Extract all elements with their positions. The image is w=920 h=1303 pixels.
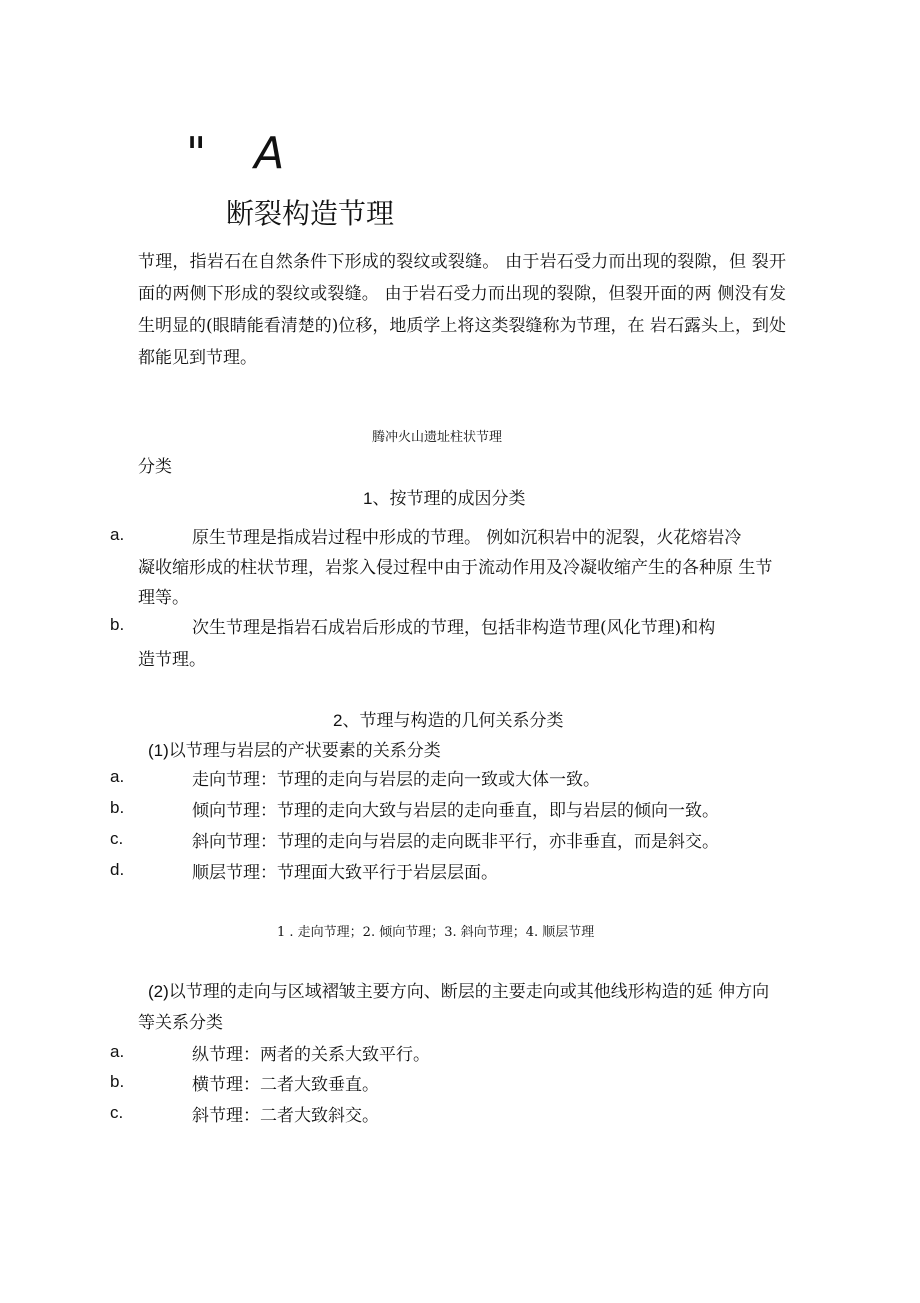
item-marker: c. <box>110 829 124 848</box>
header-logo <box>186 128 288 179</box>
item-marker: d. <box>110 860 125 879</box>
item-marker: b. <box>110 1072 125 1091</box>
subsection-1-title: 以节理与岩层的产状要素的关系分类 <box>168 741 441 761</box>
list-item: 走向节理：节理的走向与岩层的走向一致或大体一致。 <box>192 770 600 790</box>
figure-caption-1: 腾冲火山遗址柱状节理 <box>372 430 503 445</box>
section-1-title: 、按节理的成因分类 <box>372 489 526 509</box>
item-marker: a. <box>110 525 125 544</box>
subsection-1-heading <box>148 736 441 761</box>
item-marker: b. <box>110 798 125 817</box>
item-text-line: 原生节理是指成岩过程中形成的节理。 例如沉积岩中的泥裂，火花熔岩冷 <box>192 528 742 548</box>
item-marker: a. <box>110 767 125 786</box>
figure-caption-2: 1 . 走向节理；2. 倾向节理；3. 斜向节理；4. 顺层节理 <box>277 925 595 940</box>
subsection-2-heading <box>148 977 769 1002</box>
section-1-number: 1 <box>363 489 373 508</box>
list-item: 顺层节理：节理面大致平行于岩层层面。 <box>192 863 498 883</box>
item-marker: b. <box>110 615 125 634</box>
item-text-line: 凝收缩形成的柱状节理，岩浆入侵过程中由于流动作用及冷凝收缩产生的各种原 生节 <box>138 558 773 578</box>
section-2-title: 、节理与构造的几何关系分类 <box>342 711 564 731</box>
subsection-2-title-line1: 以节理的走向与区域褶皱主要方向、断层的主要走向或其他线形构造的延 伸方向 <box>168 982 770 1002</box>
item-text-line: 次生节理是指岩石成岩后形成的节理，包括非构造节理(风化节理)和构 <box>192 618 716 638</box>
quote-mark: " <box>186 128 211 179</box>
subsection-1-number: (1) <box>148 741 169 760</box>
list-item: 纵节理：两者的关系大致平行。 <box>192 1045 430 1065</box>
item-text-line: 造节理。 <box>138 650 206 670</box>
section-1-heading <box>363 484 525 509</box>
section-2-number: 2 <box>333 711 343 730</box>
item-text-line: 理等。 <box>138 588 189 608</box>
page-title: 断裂构造节理 <box>226 197 395 230</box>
list-item: 倾向节理：节理的走向大致与岩层的走向垂直，即与岩层的倾向一致。 <box>192 801 719 821</box>
subsection-2-number: (2) <box>148 982 169 1001</box>
classification-label: 分类 <box>138 457 172 477</box>
list-item: 斜节理：二者大致斜交。 <box>192 1106 379 1126</box>
list-item: 横节理：二者大致垂直。 <box>192 1075 379 1095</box>
list-item: 斜向节理：节理的走向与岩层的走向既非平行，亦非垂直，而是斜交。 <box>192 832 719 852</box>
subsection-2-title-line2: 等关系分类 <box>138 1013 223 1033</box>
item-marker: a. <box>110 1042 125 1061</box>
logo-letter: A <box>254 128 289 179</box>
intro-paragraph: 节理，指岩石在自然条件下形成的裂纹或裂缝。 由于岩石受力而出现的裂隙，但 裂开面的两侧下形成的裂纹或裂缝。 由于岩石受力而出现的裂隙，但裂开面的两 侧没有发生明显的(眼睛能看清楚的)位移，地质学上将这类裂缝称为节理，在 岩石露头上，到处都能见到节理。 <box>138 252 786 368</box>
section-2-heading <box>333 706 563 731</box>
item-marker: c. <box>110 1103 124 1122</box>
